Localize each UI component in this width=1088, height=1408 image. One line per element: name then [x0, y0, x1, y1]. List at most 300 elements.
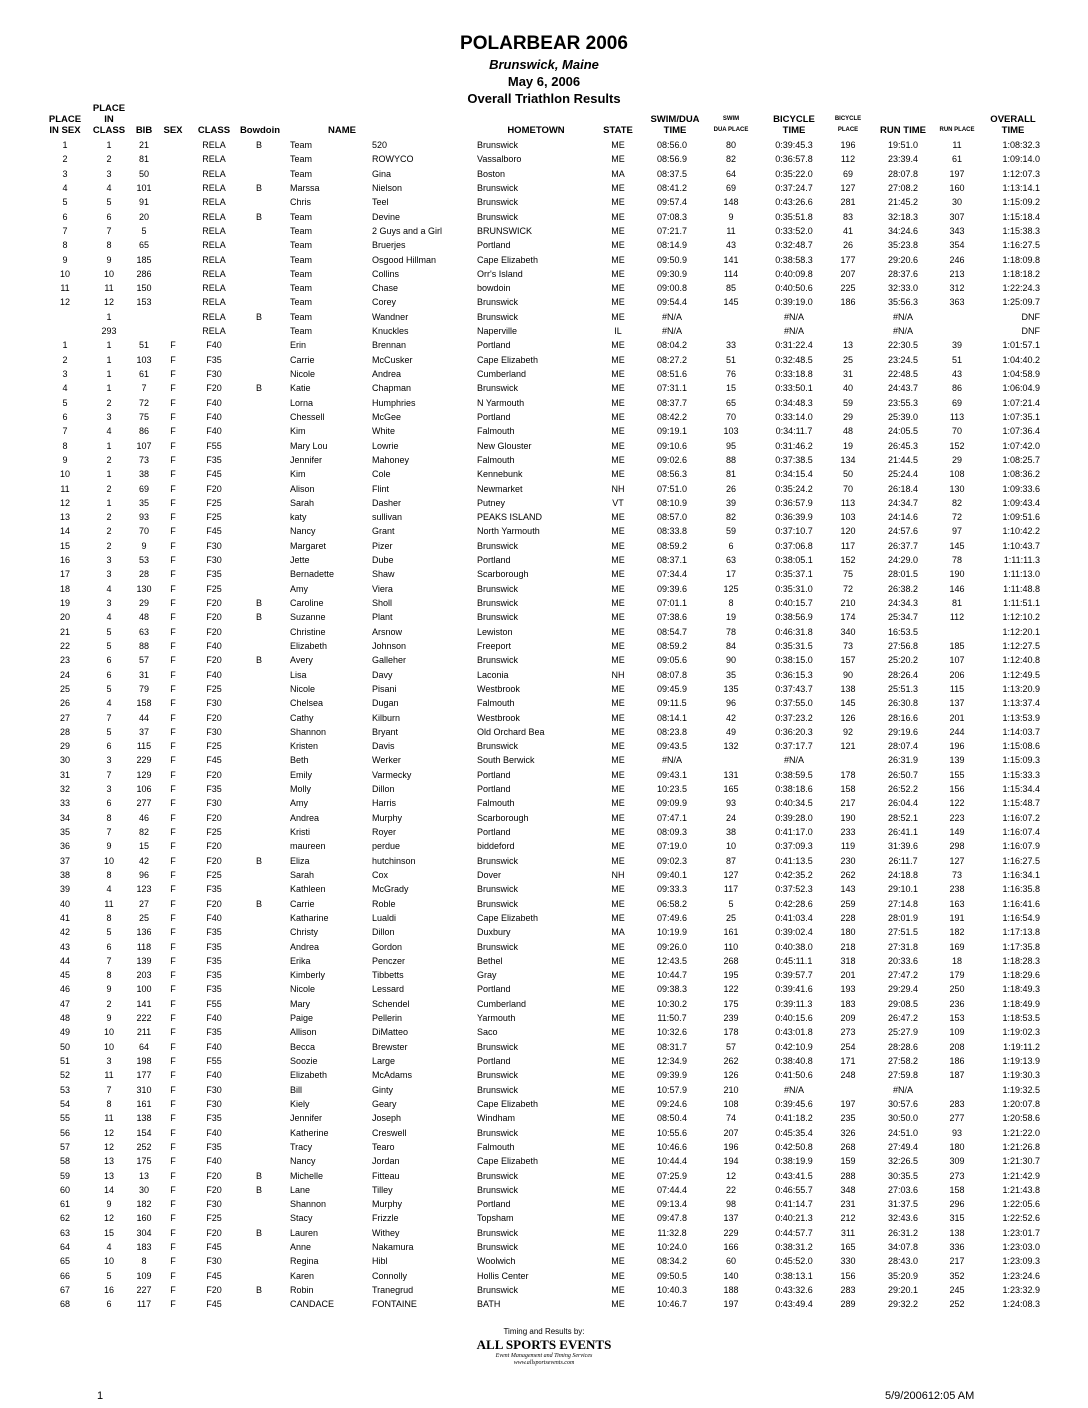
- cell-swim-place: 11: [726, 225, 736, 236]
- cell-state: ME: [611, 454, 625, 465]
- cell-place-class: 2: [106, 998, 112, 1009]
- cell-place-class: 8: [106, 1098, 112, 1109]
- cell-bib: 82: [138, 827, 150, 837]
- cell-run-time: 24:34.7: [887, 497, 919, 508]
- timing-company-tagline: Event Management and Timing Services: [495, 1353, 593, 1359]
- cell-hometown: Portland: [477, 411, 511, 422]
- cell-bicycle-place: 19: [842, 440, 854, 451]
- cell-place-class: 9: [106, 254, 112, 265]
- cell-state: NH: [611, 869, 625, 880]
- cell-place-class: 16: [103, 1285, 115, 1295]
- cell-last-name: Johnson: [372, 640, 407, 651]
- cell-place-class: 11: [104, 283, 114, 294]
- cell-class: F25: [206, 583, 222, 594]
- cell-bicycle-time: 0:34:11.7: [775, 426, 813, 437]
- cell-run-place: 72: [951, 512, 963, 523]
- table-row: [0, 453, 1088, 467]
- cell-swim-time: 09:57.4: [656, 197, 688, 208]
- cell-run-place: 113: [949, 411, 965, 422]
- cell-class: RELA: [202, 211, 226, 222]
- cell-place-class: 9: [106, 1013, 112, 1024]
- cell-swim-place: 188: [723, 1285, 739, 1295]
- cell-bicycle-place: 228: [840, 912, 856, 923]
- cell-place-class: 2: [106, 154, 112, 165]
- cell-place-class: 12: [103, 1127, 115, 1138]
- cell-overall-time: 1:12:10.2: [1002, 612, 1040, 623]
- table-row: [0, 1226, 1088, 1240]
- cell-overall-time: 1:23:01.7: [1002, 1227, 1040, 1238]
- col-place-class: PLACE IN CLASS: [92, 103, 126, 136]
- timing-company-website: www.allsportsevents.com: [513, 1360, 575, 1366]
- cell-bicycle-place: 126: [840, 712, 856, 723]
- cell-place-sex: 42: [59, 927, 71, 938]
- cell-bib: 21: [138, 140, 150, 150]
- cell-place-sex: 13: [59, 512, 71, 523]
- cell-place-class: 4: [106, 182, 112, 193]
- cell-place-sex: 56: [59, 1127, 71, 1138]
- cell-bicycle-place: 73: [842, 640, 854, 651]
- cell-run-place: 244: [949, 726, 965, 737]
- cell-run-time: 28:37.6: [887, 268, 919, 279]
- cell-run-time: 35:23.8: [887, 240, 919, 251]
- cell-place-sex: 55: [59, 1113, 71, 1124]
- cell-first-name: katy: [290, 512, 307, 523]
- cell-sex: F: [170, 927, 176, 938]
- cell-hometown: Brunswick: [477, 197, 519, 208]
- cell-class: F20: [206, 769, 222, 780]
- cell-bowdoin: B: [255, 612, 263, 623]
- table-row: [0, 324, 1088, 338]
- cell-hometown: Bethel: [477, 955, 503, 966]
- cell-first-name: Erin: [290, 340, 307, 351]
- cell-place-class: 4: [106, 612, 112, 623]
- cell-overall-time: 1:07:36.4: [1002, 426, 1040, 437]
- cell-run-time: 26:04.4: [887, 798, 919, 809]
- cell-overall-time: 1:25:09.7: [1002, 297, 1040, 308]
- cell-hometown: Brunswick: [477, 297, 519, 308]
- cell-last-name: Andrea: [372, 369, 402, 379]
- cell-state: ME: [611, 1170, 625, 1181]
- cell-swim-place: 64: [725, 168, 737, 179]
- cell-last-name: Lualdi: [372, 912, 397, 923]
- cell-run-time: 25:24.4: [887, 469, 919, 480]
- cell-run-time: 29:19.6: [887, 726, 919, 737]
- table-row: [0, 582, 1088, 596]
- cell-run-place: 155: [949, 769, 965, 780]
- cell-bib: 27: [138, 898, 150, 909]
- cell-place-class: 9: [106, 841, 112, 852]
- cell-swim-time: 08:50.4: [656, 1113, 688, 1124]
- cell-overall-time: 1:22:24.3: [1002, 283, 1040, 294]
- cell-class: RELA: [202, 311, 226, 322]
- cell-state: ME: [611, 1184, 625, 1195]
- cell-place-sex: 19: [59, 598, 71, 608]
- cell-bib: 13: [138, 1170, 150, 1181]
- cell-bicycle-place: 318: [840, 955, 856, 966]
- cell-bicycle-place: 69: [842, 168, 854, 179]
- cell-hometown: Portland: [477, 340, 511, 351]
- cell-place-class: 4: [106, 426, 112, 437]
- cell-swim-time: 10:24.0: [656, 1242, 688, 1253]
- cell-swim-place: 69: [725, 182, 737, 193]
- cell-run-time: 24:34.3: [887, 598, 919, 608]
- cell-bicycle-time: 0:38:58.3: [775, 254, 813, 265]
- cell-bib: 51: [138, 340, 150, 351]
- cell-first-name: Alison: [290, 483, 315, 494]
- cell-last-name: 2 Guys and a Girl: [372, 225, 443, 236]
- cell-hometown: Brunswick: [477, 1227, 519, 1238]
- cell-first-name: Shannon: [290, 1199, 327, 1210]
- cell-first-name: Katie: [290, 383, 311, 394]
- cell-state: ME: [611, 784, 625, 795]
- table-row: [0, 539, 1088, 553]
- cell-run-place: 182: [949, 927, 965, 938]
- cell-swim-time: 10:55.6: [656, 1127, 688, 1138]
- cell-class: RELA: [202, 168, 226, 179]
- cell-state: ME: [611, 1270, 625, 1281]
- cell-run-place: 277: [949, 1113, 965, 1124]
- cell-state: ME: [611, 1156, 625, 1167]
- cell-place-class: 10: [103, 855, 115, 866]
- cell-bib: 8: [141, 1256, 147, 1267]
- cell-place-sex: 36: [59, 841, 71, 852]
- cell-hometown: Portland: [477, 240, 511, 251]
- cell-bib: 182: [136, 1199, 152, 1210]
- cell-swim-place: 35: [725, 669, 737, 680]
- cell-swim-place: 70: [725, 411, 737, 422]
- cell-sex: F: [170, 483, 176, 494]
- cell-bowdoin: B: [255, 311, 263, 322]
- cell-place-class: 13: [103, 1170, 115, 1181]
- table-row: [0, 253, 1088, 267]
- cell-bib: 53: [138, 555, 150, 566]
- cell-place-sex: 31: [59, 769, 71, 780]
- cell-bicycle-place: 288: [840, 1170, 856, 1181]
- cell-run-time: 35:20.9: [887, 1270, 919, 1281]
- cell-first-name: Avery: [290, 655, 313, 666]
- table-row: [0, 653, 1088, 667]
- cell-swim-time: 08:56.9: [656, 154, 688, 165]
- cell-hometown: Kennebunk: [477, 469, 523, 480]
- cell-bib: 203: [136, 970, 152, 981]
- cell-first-name: Shannon: [290, 726, 327, 737]
- cell-swim-time: 10:57.9: [656, 1084, 688, 1095]
- cell-swim-time: 07:21.7: [656, 225, 688, 236]
- cell-place-sex: 7: [62, 225, 68, 236]
- cell-bicycle-time: 0:37:23.2: [775, 712, 813, 723]
- cell-class: F40: [206, 1156, 222, 1167]
- cell-class: F20: [206, 841, 222, 852]
- cell-overall-time: 1:07:21.4: [1002, 397, 1040, 408]
- cell-bicycle-time: 0:38:40.8: [775, 1056, 813, 1066]
- cell-hometown: Westbrook: [477, 712, 520, 723]
- cell-bib: 222: [136, 1013, 152, 1024]
- cell-place-sex: 9: [62, 254, 68, 265]
- cell-run-time: 28:26.4: [887, 669, 919, 680]
- cell-hometown: Brunswick: [477, 941, 519, 952]
- cell-bowdoin: B: [255, 898, 263, 909]
- cell-bib: 103: [136, 354, 152, 365]
- cell-last-name: Chase: [372, 283, 399, 294]
- cell-run-place: 185: [949, 640, 965, 651]
- cell-first-name: Bill: [290, 1084, 303, 1095]
- col-state: STATE: [603, 125, 633, 136]
- table-row: [0, 167, 1088, 181]
- cell-hometown: Brunswick: [477, 1285, 519, 1295]
- cell-hometown: Woolwich: [477, 1256, 516, 1267]
- cell-overall-time: 1:21:26.8: [1002, 1141, 1040, 1152]
- cell-run-time: 27:56.8: [887, 640, 919, 651]
- cell-last-name: Werker: [372, 755, 401, 766]
- cell-run-time: 26:52.2: [887, 784, 919, 795]
- cell-last-name: FONTAINE: [372, 1299, 417, 1310]
- cell-bicycle-place: 259: [840, 898, 856, 909]
- timing-company-logo: ALL SPORTS EVENTS: [476, 1337, 612, 1352]
- cell-last-name: Sholl: [372, 598, 393, 608]
- cell-last-name: Lessard: [372, 984, 405, 995]
- cell-run-place: 273: [949, 1170, 965, 1181]
- cell-bicycle-time: #N/A: [783, 755, 805, 766]
- table-row: [0, 1169, 1088, 1183]
- cell-bicycle-time: 0:38:56.9: [775, 612, 813, 623]
- cell-run-place: 217: [949, 1256, 965, 1267]
- cell-hometown: Cape Elizabeth: [477, 1098, 539, 1109]
- cell-place-sex: 49: [59, 1027, 71, 1038]
- table-row: [0, 267, 1088, 281]
- cell-first-name: Team: [290, 297, 313, 308]
- cell-last-name: Nakamura: [372, 1242, 414, 1253]
- cell-run-place: 156: [949, 784, 965, 795]
- cell-state: ME: [611, 1098, 625, 1109]
- cell-bib: 161: [136, 1098, 152, 1109]
- cell-class: F30: [206, 798, 222, 809]
- cell-run-place: 127: [949, 855, 965, 866]
- cell-first-name: Chris: [290, 197, 312, 208]
- cell-sex: F: [170, 798, 176, 809]
- cell-state: ME: [611, 884, 625, 895]
- cell-place-sex: 7: [62, 426, 68, 437]
- cell-state: ME: [611, 369, 625, 379]
- cell-place-sex: 11: [60, 283, 70, 294]
- cell-state: ME: [611, 712, 625, 723]
- cell-run-time: 27:31.8: [887, 941, 919, 952]
- cell-bicycle-time: 0:45:11.1: [775, 955, 813, 966]
- cell-bib: 229: [136, 755, 152, 766]
- cell-swim-time: 07:08.3: [656, 211, 688, 222]
- cell-place-sex: 6: [62, 411, 68, 422]
- cell-last-name: hutchinson: [372, 855, 416, 866]
- cell-place-class: 11: [104, 1070, 114, 1081]
- cell-bicycle-time: 0:41:17.0: [775, 827, 813, 837]
- cell-overall-time: 1:24:08.3: [1002, 1299, 1040, 1310]
- cell-place-sex: 30: [59, 755, 71, 766]
- table-row: [0, 496, 1088, 510]
- cell-state: ME: [611, 140, 625, 150]
- cell-swim-place: 90: [725, 655, 737, 666]
- cell-bicycle-place: 171: [840, 1056, 856, 1066]
- cell-last-name: Bruerjes: [372, 240, 406, 251]
- table-row: [0, 854, 1088, 868]
- cell-swim-place: 9: [728, 211, 734, 222]
- cell-last-name: Dillon: [372, 927, 395, 938]
- cell-overall-time: 1:21:30.7: [1002, 1156, 1040, 1167]
- cell-first-name: Nancy: [290, 1156, 316, 1167]
- cell-overall-time: 1:11:48.8: [1003, 583, 1040, 594]
- cell-place-class: 12: [103, 1141, 115, 1152]
- cell-state: ME: [611, 626, 625, 637]
- cell-first-name: Tracy: [290, 1141, 313, 1152]
- cell-place-sex: 50: [59, 1041, 71, 1052]
- cell-last-name: Osgood Hillman: [372, 254, 437, 265]
- cell-place-sex: 3: [62, 168, 68, 179]
- cell-state: ME: [611, 254, 625, 265]
- cell-first-name: Kimberly: [290, 970, 326, 981]
- cell-sex: F: [170, 998, 176, 1009]
- cell-overall-time: 1:16:07.2: [1002, 812, 1040, 823]
- cell-class: F20: [206, 812, 222, 823]
- table-row: [0, 997, 1088, 1011]
- col-run-time: RUN TIME: [880, 125, 926, 136]
- cell-first-name: Kathleen: [290, 884, 326, 895]
- cell-class: F30: [206, 369, 222, 379]
- cell-hometown: Brunswick: [477, 898, 519, 909]
- cell-place-class: 2: [106, 526, 112, 537]
- cell-class: F40: [206, 397, 222, 408]
- cell-run-place: 149: [949, 827, 965, 837]
- timing-credit: Timing and Results by:: [503, 1327, 585, 1336]
- cell-bicycle-time: 0:45:35.4: [775, 1127, 813, 1138]
- cell-first-name: Kristi: [290, 827, 310, 837]
- cell-swim-time: 08:54.7: [656, 626, 688, 637]
- cell-swim-time: 09:19.1: [656, 426, 688, 437]
- cell-class: F45: [206, 1270, 222, 1281]
- cell-bicycle-time: 0:36:20.3: [775, 726, 813, 737]
- cell-state: ME: [611, 912, 625, 923]
- cell-bib: 129: [136, 769, 152, 780]
- cell-place-sex: 20: [59, 612, 71, 623]
- cell-sex: F: [170, 812, 176, 823]
- cell-last-name: Cole: [372, 469, 391, 480]
- cell-overall-time: 1:09:33.6: [1002, 483, 1040, 494]
- cell-first-name: Nancy: [290, 526, 316, 537]
- cell-place-class: 7: [106, 769, 112, 780]
- cell-state: ME: [611, 1213, 625, 1224]
- cell-place-class: 8: [106, 812, 112, 823]
- cell-run-time: 27:08.2: [887, 182, 919, 193]
- cell-class: F20: [206, 1184, 222, 1195]
- cell-run-place: 108: [949, 469, 965, 480]
- table-row: [0, 882, 1088, 896]
- cell-class: F20: [206, 712, 222, 723]
- cell-class: F35: [206, 927, 222, 938]
- cell-hometown: Portland: [477, 769, 511, 780]
- cell-run-time: 24:57.6: [887, 526, 919, 537]
- cell-hometown: PEAKS ISLAND: [477, 512, 543, 523]
- cell-run-place: 145: [949, 540, 965, 551]
- cell-overall-time: 1:16:27.5: [1002, 240, 1040, 251]
- cell-last-name: Schendel: [372, 998, 410, 1009]
- cell-run-place: 246: [949, 254, 965, 265]
- cell-bicycle-time: 0:33:18.8: [775, 369, 813, 379]
- cell-last-name: Tilley: [372, 1184, 393, 1195]
- cell-first-name: CANDACE: [290, 1299, 335, 1310]
- cell-hometown: Falmouth: [477, 798, 515, 809]
- cell-run-time: 27:14.8: [887, 898, 919, 909]
- cell-swim-time: 10:32.6: [656, 1027, 688, 1038]
- cell-bicycle-place: 25: [842, 354, 854, 365]
- table-row: [0, 210, 1088, 224]
- cell-last-name: Lowrie: [372, 440, 399, 451]
- cell-run-place: 191: [949, 912, 965, 923]
- cell-swim-time: 08:34.2: [656, 1256, 688, 1267]
- cell-sex: F: [170, 1184, 176, 1195]
- cell-place-sex: 5: [62, 197, 68, 208]
- cell-swim-time: 08:37.5: [656, 168, 688, 179]
- footer: [0, 1327, 1088, 1367]
- cell-place-class: 14: [103, 1184, 115, 1195]
- cell-class: F35: [206, 970, 222, 981]
- cell-run-place: 30: [951, 197, 963, 208]
- cell-hometown: Lewiston: [477, 626, 513, 637]
- cell-swim-time: #N/A: [661, 326, 683, 337]
- table-row: [0, 1097, 1088, 1111]
- cell-sex: F: [170, 827, 176, 837]
- cell-sex: F: [170, 469, 176, 480]
- cell-swim-place: 81: [725, 469, 737, 480]
- cell-place-class: 1: [106, 311, 112, 322]
- table-row: [0, 238, 1088, 252]
- cell-first-name: Carrie: [290, 898, 315, 909]
- table-row: [0, 1025, 1088, 1039]
- table-row: [0, 940, 1088, 954]
- cell-hometown: Windham: [477, 1113, 516, 1124]
- cell-sex: F: [170, 526, 176, 537]
- table-row: [0, 152, 1088, 166]
- cell-run-place: 78: [951, 555, 963, 566]
- cell-sex: F: [170, 970, 176, 981]
- cell-run-time: 28:07.8: [887, 168, 919, 179]
- cell-last-name: Galleher: [372, 655, 407, 666]
- cell-run-place: 213: [949, 268, 965, 279]
- cell-sex: F: [170, 1141, 176, 1152]
- cell-hometown: Portland: [477, 784, 511, 795]
- cell-class: F30: [206, 1256, 222, 1267]
- col-bicycle-place: BICYCLE PLACE: [834, 116, 862, 133]
- cell-place-sex: 62: [59, 1213, 71, 1224]
- cell-bib: 57: [138, 655, 150, 666]
- cell-place-sex: 3: [62, 369, 68, 379]
- cell-state: ME: [611, 1084, 625, 1095]
- cell-state: ME: [611, 1070, 625, 1081]
- cell-swim-time: 09:45.9: [656, 683, 688, 694]
- cell-swim-place: 82: [725, 512, 737, 523]
- cell-place-class: 8: [106, 240, 112, 251]
- cell-bicycle-place: 209: [840, 1013, 856, 1024]
- cell-first-name: Jennifer: [290, 1113, 323, 1124]
- cell-run-place: 196: [949, 741, 965, 752]
- cell-bicycle-place: 113: [840, 497, 856, 508]
- cell-bicycle-place: 127: [840, 182, 856, 193]
- cell-place-class: 4: [106, 583, 112, 594]
- cell-sex: F: [170, 1070, 176, 1081]
- cell-swim-place: 239: [723, 1013, 739, 1024]
- cell-swim-time: 09:38.3: [656, 984, 688, 995]
- cell-run-place: 298: [949, 841, 965, 852]
- cell-overall-time: 1:18:49.3: [1002, 984, 1040, 995]
- cell-last-name: Murphy: [372, 812, 403, 823]
- cell-sex: F: [170, 612, 176, 623]
- table-row: [0, 1240, 1088, 1254]
